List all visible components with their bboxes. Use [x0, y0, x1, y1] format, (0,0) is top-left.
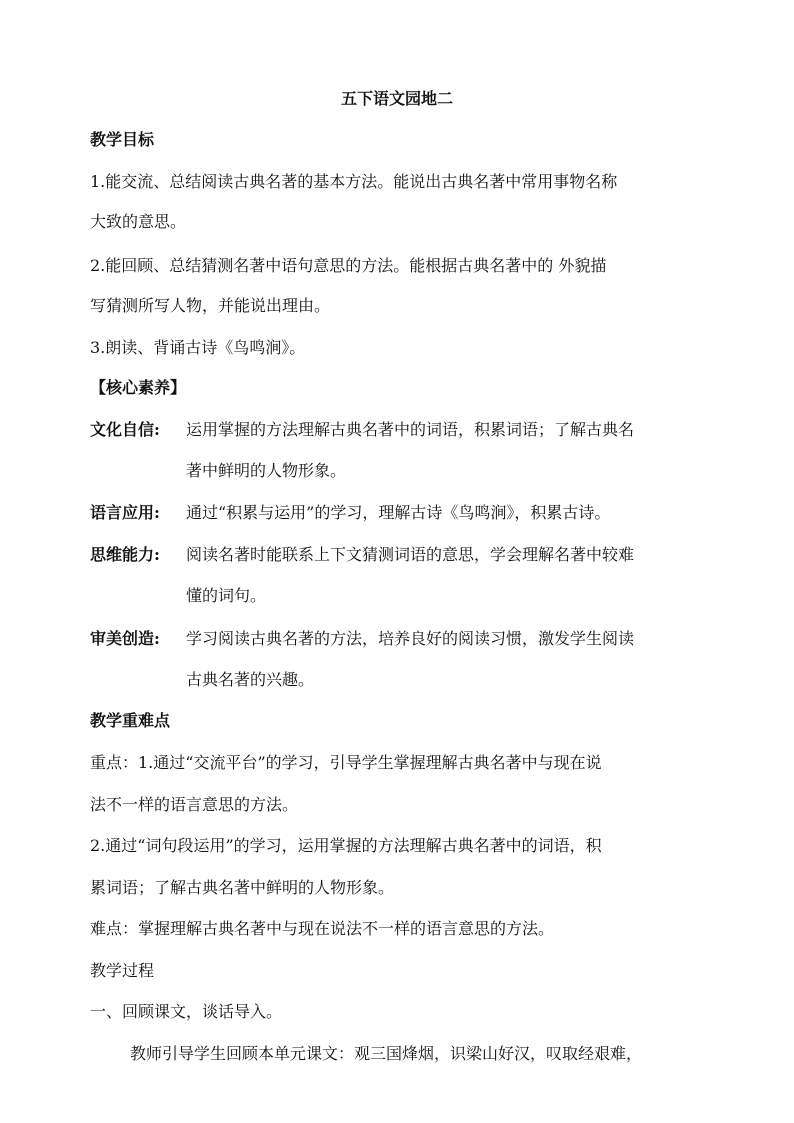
culture-label: 文化自信:	[90, 420, 160, 439]
key-1-line-1: 重点：1.通过“交流平台”的学习，引导学生掌握理解古典名著中与现在说	[90, 753, 602, 772]
process-heading: 教学过程	[90, 961, 155, 980]
objective-1-line-2: 大致的意思。	[90, 212, 187, 231]
language-label: 语言应用:	[90, 503, 160, 522]
aesthetic-line-1: 学习阅读古典名著的方法，培养良好的阅读习惯，激发学生阅读	[186, 629, 635, 648]
keypoints-heading: 教学重难点	[90, 711, 171, 730]
objective-2-line-2: 写猜测所写人物，并能说出理由。	[90, 296, 331, 315]
culture-line-1: 运用掌握的方法理解古典名著中的词语，积累词语；了解古典名	[186, 420, 635, 439]
key-2-line-2: 累词语；了解古典名著中鲜明的人物形象。	[90, 878, 395, 897]
thinking-line-1: 阅读名著时能联系上下文猜测词语的意思，学会理解名著中较难	[186, 545, 635, 564]
thinking-line-2: 懂的词句。	[186, 586, 267, 605]
document-title: 五下语文园地二	[340, 89, 453, 108]
literacy-heading: 【核心素养】	[90, 378, 187, 397]
culture-line-2: 著中鲜明的人物形象。	[186, 461, 347, 480]
difficulty-line: 难点：掌握理解古典名著中与现在说法不一样的语言意思的方法。	[90, 919, 555, 938]
aesthetic-line-2: 古典名著的兴趣。	[186, 670, 315, 689]
objective-2-line-1: 2.能回顾、总结猜测名著中语句意思的方法。能根据古典名著中的 外貌描	[90, 256, 607, 275]
objectives-heading: 教学目标	[90, 130, 155, 149]
key-1-line-2: 法不一样的语言意思的方法。	[90, 795, 299, 814]
key-2-line-1: 2.通过“词句段运用”的学习，运用掌握的方法理解古典名著中的词语，积	[90, 836, 602, 855]
aesthetic-label: 审美创造:	[90, 629, 160, 648]
objective-3: 3.朗读、背诵古诗《鸟鸣涧》。	[90, 338, 306, 357]
process-paragraph-1: 教师引导学生回顾本单元课文：观三国烽烟，识梁山好汉，叹取经艰难，	[130, 1044, 643, 1063]
thinking-label: 思维能力:	[90, 545, 160, 564]
process-step-1: 一、回顾课文，谈话导入。	[90, 1002, 283, 1021]
language-line-1: 通过“积累与运用”的学习，理解古诗《鸟鸣涧》，积累古诗。	[186, 503, 611, 522]
objective-1-line-1: 1.能交流、总结阅读古典名著的基本方法。能说出古典名著中常用事物名称	[90, 172, 618, 191]
